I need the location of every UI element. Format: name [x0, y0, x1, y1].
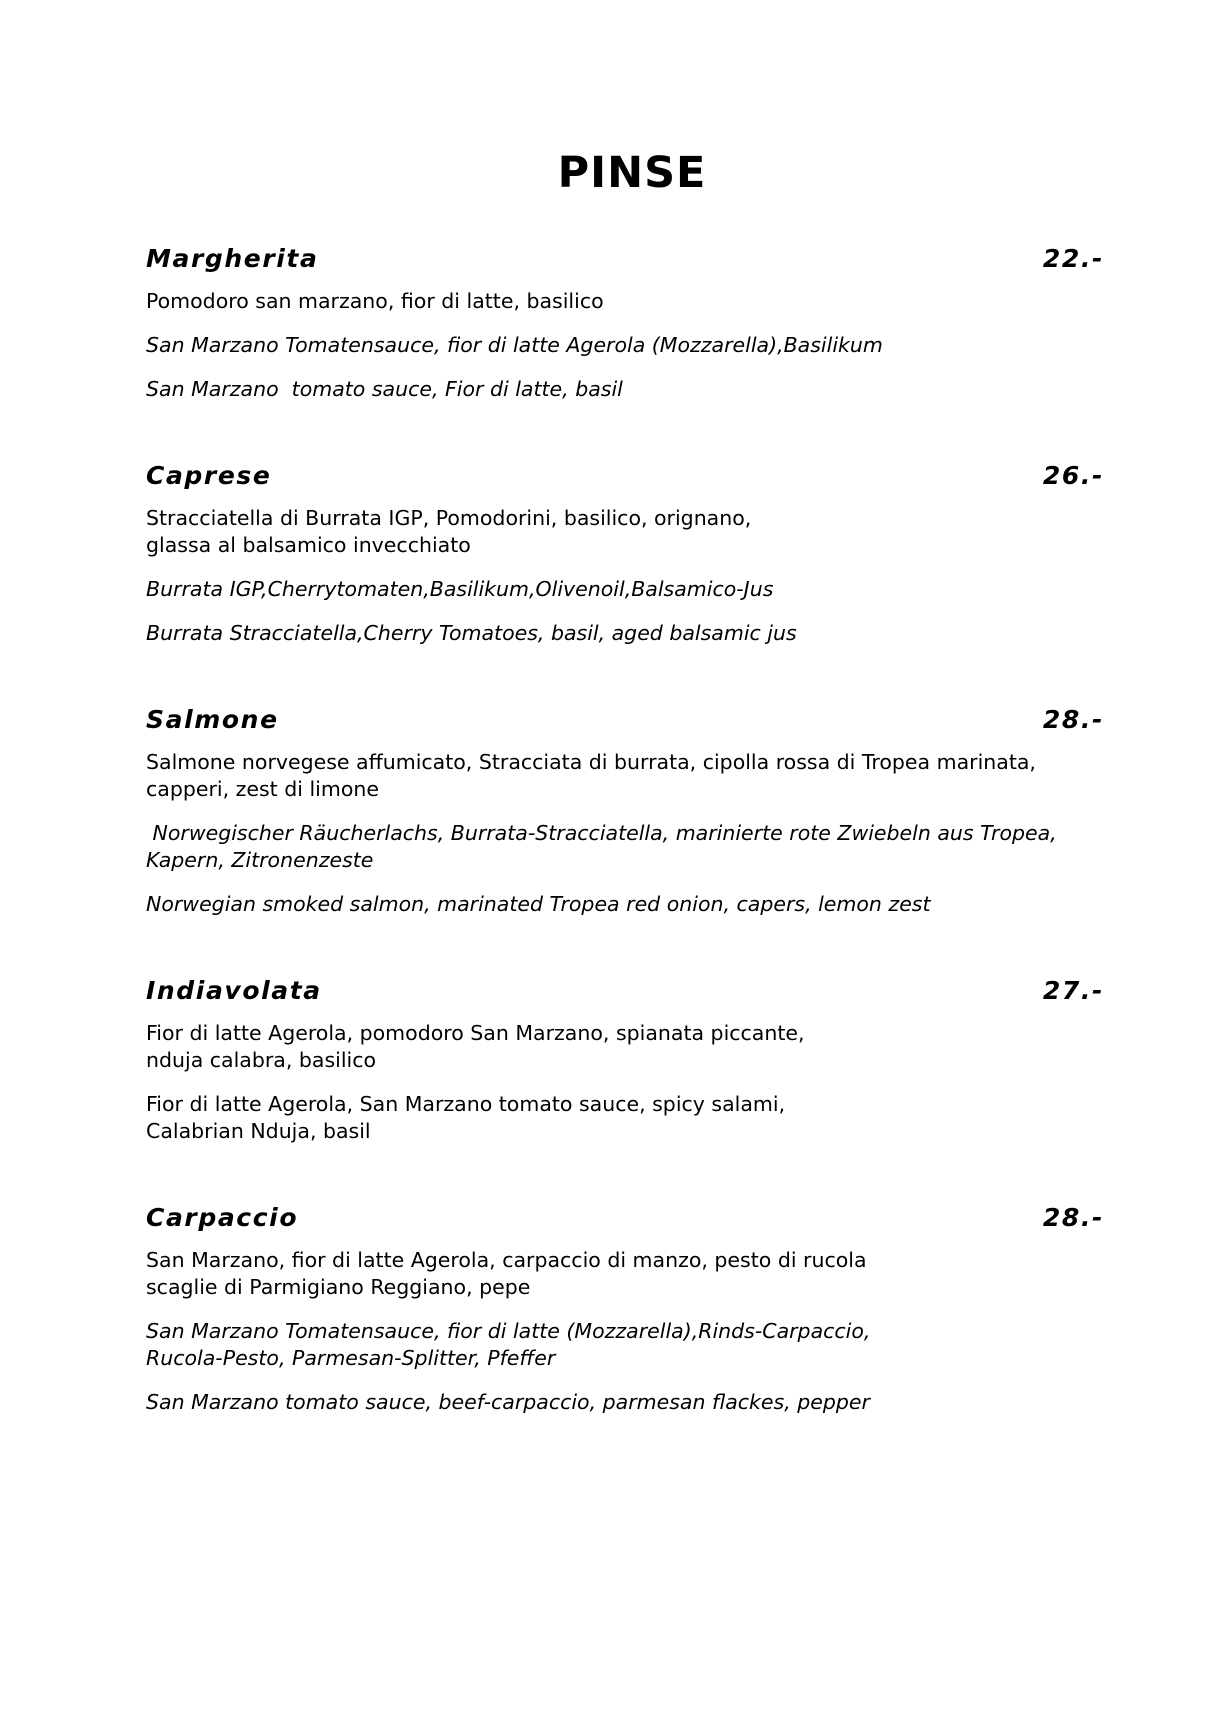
description-english: Burrata Stracciatella,Cherry Tomatoes, basil, aged balsamic jus [146, 621, 797, 645]
item-name: Caprese [146, 461, 272, 490]
menu-list [146, 244, 1106, 1474]
description-english: San Marzano tomato sauce, Fior di latte, basil [146, 377, 623, 401]
menu-item [146, 1203, 1106, 1416]
description-german: Norwegischer Räucherlachs, Burrata-Stracciatella, marinierte rote Zwiebeln aus Tropea, Kapern, Zitronenzeste [146, 821, 1057, 872]
item-price: 22.- [1042, 244, 1104, 273]
description-italian: Pomodoro san marzano, fior di latte, basilico [146, 289, 604, 313]
menu-item-header [146, 976, 1106, 1008]
menu-item-header [146, 461, 1106, 493]
item-name: Indiavolata [146, 976, 322, 1005]
item-name: Carpaccio [146, 1203, 299, 1232]
menu-item-header [146, 244, 1106, 276]
description-italian: San Marzano, fior di latte Agerola, carpaccio di manzo, pesto di rucola scaglie di Parmigiano Reggiano, pepe [146, 1248, 867, 1299]
menu-item [146, 244, 1106, 403]
menu-item [146, 976, 1106, 1145]
description-english: San Marzano tomato sauce, beef-carpaccio, parmesan flackes, pepper [146, 1390, 870, 1414]
description-german: Burrata IGP,Cherrytomaten,Basilikum,Olivenoil,Balsamico-Jus [146, 577, 774, 601]
description-italian: Fior di latte Agerola, pomodoro San Marzano, spianata piccante, nduja calabra, basilico [146, 1021, 805, 1072]
description-german: San Marzano Tomatensauce, fior di latte Agerola (Mozzarella),Basilikum [146, 333, 883, 357]
description-english: Fior di latte Agerola, San Marzano tomato sauce, spicy salami, Calabrian Nduja, basil [146, 1092, 786, 1143]
description-italian: Salmone norvegese affumicato, Stracciata di burrata, cipolla rossa di Tropea marinata, capperi, zest di limone [146, 750, 1036, 801]
item-price: 28.- [1042, 705, 1104, 734]
item-price: 27.- [1042, 976, 1104, 1005]
menu-item [146, 705, 1106, 918]
description-german: San Marzano Tomatensauce, fior di latte (Mozzarella),Rinds-Carpaccio, Rucola-Pesto, Parmesan-Splitter, Pfeffer [146, 1319, 871, 1370]
description-italian: Stracciatella di Burrata IGP, Pomodorini, basilico, orignano, glassa al balsamico invecchiato [146, 506, 752, 557]
page-title: PINSE [557, 148, 707, 198]
item-name: Salmone [146, 705, 279, 734]
menu-item-header [146, 1203, 1106, 1235]
item-price: 28.- [1042, 1203, 1104, 1232]
description-english: Norwegian smoked salmon, marinated Tropea red onion, capers, lemon zest [146, 892, 931, 916]
menu-item-header [146, 705, 1106, 737]
item-price: 26.- [1042, 461, 1104, 490]
menu-item [146, 461, 1106, 647]
item-name: Margherita [146, 244, 319, 273]
